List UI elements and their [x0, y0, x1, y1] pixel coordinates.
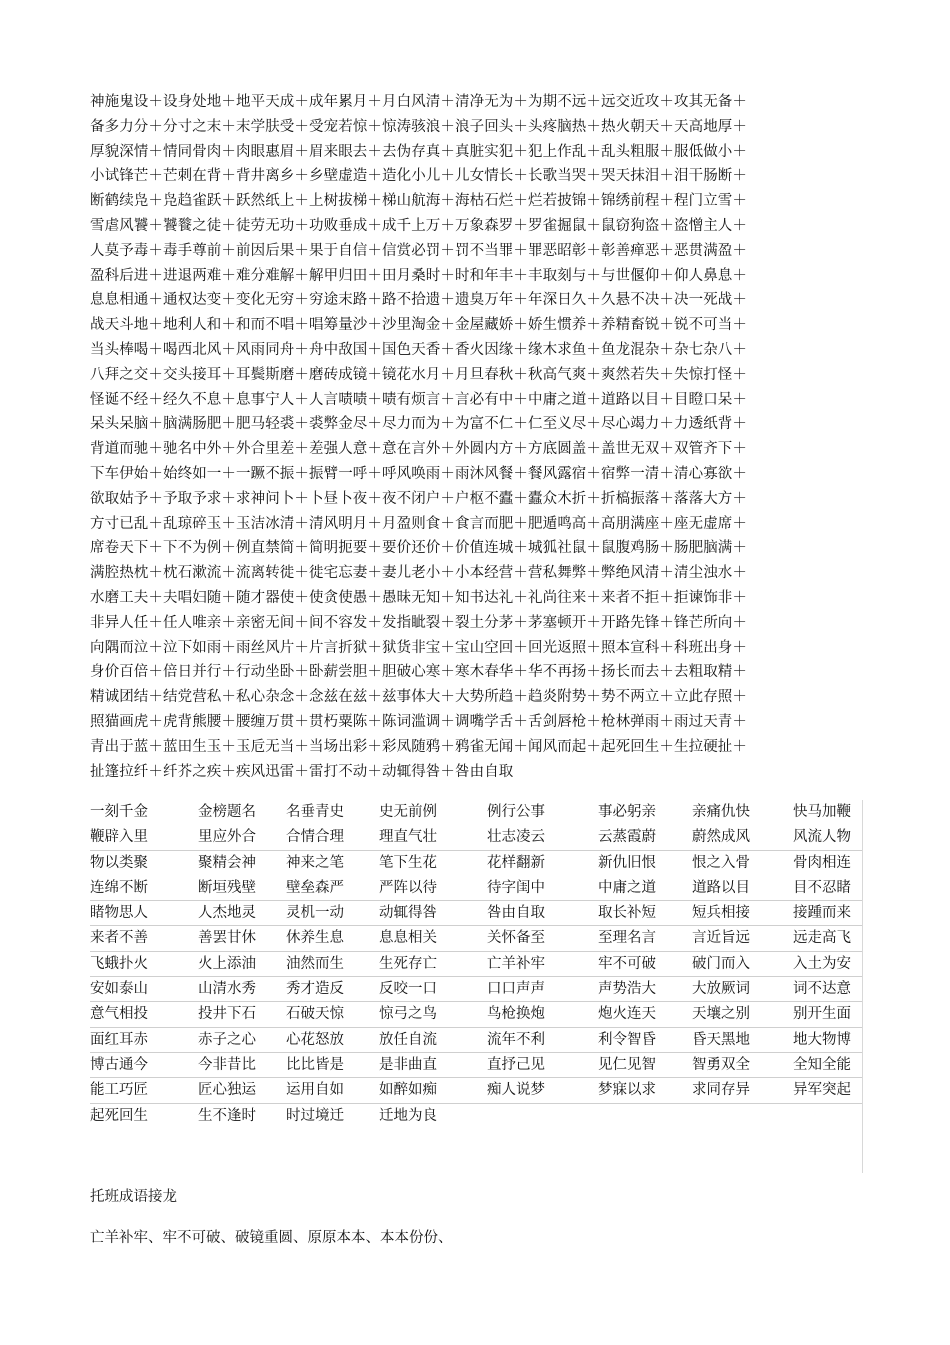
grid-cell: 灵机一动	[286, 905, 344, 922]
grid-cell: 鸟枪换炮	[487, 1006, 545, 1023]
grid-cell: 里应外合	[198, 829, 256, 846]
grid-cell: 今非昔比	[198, 1056, 256, 1073]
grid-cell: 睹物思人	[90, 905, 148, 922]
chain-text: 亡羊补牢、牢不可破、破镜重圆、原原本本、本本份份、	[90, 1230, 453, 1246]
grid-cell: 迁地为良	[379, 1107, 437, 1124]
grid-cell: 至理名言	[598, 930, 656, 947]
paragraph-line: 八拜之交＋交头接耳＋耳鬓斯磨＋磨砖成镜＋镜花水月＋月旦春秋＋秋高气爽＋爽然若失＋失惊打怪＋	[90, 366, 747, 383]
grid-cell: 词不达意	[793, 981, 851, 998]
grid-cell: 入土为安	[793, 955, 851, 972]
grid-cell: 息息相关	[379, 930, 437, 947]
grid-row	[90, 926, 862, 951]
grid-cell: 远走高飞	[793, 930, 851, 947]
grid-cell: 面红耳赤	[90, 1031, 148, 1048]
grid-cell: 金榜题名	[198, 804, 256, 820]
grid-cell: 短兵相接	[692, 905, 750, 922]
paragraph-line: 扯篷拉纤＋纤芥之疾＋疾风迅雷＋雷打不动＋动辄得咎＋咎由自取	[90, 763, 514, 780]
grid-cell: 见仁见智	[598, 1056, 656, 1073]
grid-row	[90, 876, 862, 901]
paragraph-line: 下车伊始＋始终如一＋一蹶不振＋振臂一呼＋呼风唤雨＋雨沐风餐＋餐风露宿＋宿弊一清＋清心寡欲＋	[90, 465, 747, 482]
paragraph-line: 息息相通＋通权达变＋变化无穷＋穷途末路＋路不拾遗＋遗臭万年＋年深日久＋久悬不决＋决一死战＋	[90, 292, 747, 309]
paragraph-line: 盈科后进＋进退两难＋难分难解＋解甲归田＋田月桑时＋时和年丰＋丰取刻与＋与世偃仰＋仰人鼻息＋	[90, 267, 747, 284]
grid-cell: 声势浩大	[598, 981, 656, 998]
grid-cell: 痴人说梦	[487, 1082, 545, 1099]
grid-cell: 壮志凌云	[487, 829, 545, 846]
grid-cell: 放任自流	[379, 1031, 437, 1048]
grid-cell: 云蒸霞蔚	[598, 829, 656, 846]
paragraph-line: 备多力分＋分寸之末＋末学肤受＋受宠若惊＋惊涛骇浪＋浪子回头＋头疼脑热＋热火朝天＋天高地厚＋	[90, 118, 747, 135]
grid-cell: 安如泰山	[90, 981, 148, 998]
paragraph-line: 当头棒喝＋喝西北风＋风雨同舟＋舟中敌国＋国色天香＋香火因缘＋缘木求鱼＋鱼龙混杂＋杂七杂八＋	[90, 341, 747, 358]
paragraph-line: 小试锋芒＋芒刺在背＋背井离乡＋乡壁虚造＋造化小儿＋儿女情长＋长歌当哭＋哭天抹泪＋泪干肠断＋	[90, 168, 747, 185]
grid-cell: 博古通今	[90, 1056, 148, 1073]
grid-cell: 咎由自取	[487, 905, 545, 922]
grid-cell: 笔下生花	[379, 854, 437, 871]
grid-row	[90, 1053, 862, 1078]
grid-cell: 来者不善	[90, 930, 148, 947]
grid-cell: 目不忍睹	[793, 879, 851, 896]
paragraph-line: 方寸已乱＋乱琼碎玉＋玉洁冰清＋清风明月＋月盈则食＋食言而肥＋肥遁鸣高＋高朋满座＋座无虚席＋	[90, 515, 747, 532]
grid-row	[90, 1002, 862, 1027]
idiom-grid	[90, 800, 863, 1173]
paragraph-line: 精诚团结＋结党营私＋私心杂念＋念兹在兹＋兹事体大＋大势所趋＋趋炎附势＋势不两立＋立此存照＋	[90, 689, 747, 706]
grid-cell: 合情合理	[286, 829, 344, 846]
grid-cell: 花样翻新	[487, 854, 545, 871]
grid-cell: 昏天黑地	[692, 1031, 750, 1048]
grid-cell: 断垣残壁	[198, 879, 256, 896]
section-heading: 托班成语接龙	[90, 1189, 177, 1205]
grid-cell: 接踵而来	[793, 905, 851, 922]
grid-cell: 史无前例	[379, 804, 437, 820]
grid-cell: 亡羊补牢	[487, 955, 545, 972]
paragraph-line: 厚貌深情＋情同骨肉＋肉眼惠眉＋眉来眼去＋去伪存真＋真脏实犯＋犯上作乱＋乱头粗服＋服低做小＋	[90, 143, 747, 160]
grid-cell: 关怀备至	[487, 930, 545, 947]
grid-cell: 是非曲直	[379, 1056, 437, 1073]
paragraph-line: 水磨工夫＋夫唱妇随＋随才器使＋使贪使愚＋愚昧无知＋知书达礼＋礼尚往来＋来者不拒＋拒谏饰非＋	[90, 589, 747, 606]
grid-cell: 取长补短	[598, 905, 656, 922]
grid-cell: 梦寐以求	[598, 1082, 656, 1099]
grid-cell: 动辄得咎	[379, 905, 437, 922]
grid-cell: 投井下石	[198, 1006, 256, 1023]
paragraph-line: 席卷天下＋下不为例＋例直禁简＋简明扼要＋要价还价＋价值连城＋城狐社鼠＋鼠腹鸡肠＋肠肥脑满＋	[90, 540, 747, 557]
grid-cell: 蔚然成风	[692, 829, 750, 846]
grid-cell: 言近旨远	[692, 930, 750, 947]
paragraph-line: 怪诞不经＋经久不息＋息事宁人＋人言啧啧＋啧有烦言＋言必有中＋中庸之道＋道路以目＋目瞪口呆＋	[90, 391, 747, 408]
paragraph-line: 照猫画虎＋虎背熊腰＋腰缠万贯＋贯朽粟陈＋陈词滥调＋调嘴学舌＋舌剑唇枪＋枪林弹雨＋雨过天青＋	[90, 713, 747, 730]
paragraph-line: 呆头呆脑＋脑满肠肥＋肥马轻裘＋裘弊金尽＋尽力而为＋为富不仁＋仁至义尽＋尽心竭力＋力透纸背＋	[90, 416, 747, 433]
grid-cell: 事必躬亲	[598, 804, 656, 820]
grid-cell: 人杰地灵	[198, 905, 256, 922]
grid-cell: 天壤之别	[692, 1006, 750, 1023]
grid-cell: 名垂青史	[286, 804, 344, 820]
grid-cell: 赤子之心	[198, 1031, 256, 1048]
grid-cell: 道路以目	[692, 879, 750, 896]
grid-cell: 亲痛仇快	[692, 804, 750, 820]
paragraph-line: 满腔热枕＋枕石漱流＋流离转徙＋徙宅忘妻＋妻儿老小＋小本经营＋营私舞弊＋弊绝风清＋清尘浊水＋	[90, 565, 747, 582]
grid-row	[90, 1028, 862, 1053]
grid-cell: 意气相投	[90, 1006, 148, 1023]
grid-cell: 直抒己见	[487, 1056, 545, 1073]
grid-cell: 聚精会神	[198, 854, 256, 871]
grid-cell: 石破天惊	[286, 1006, 344, 1023]
grid-row	[90, 825, 862, 850]
grid-cell: 反咬一口	[379, 981, 437, 998]
grid-cell: 运用自如	[286, 1082, 344, 1099]
grid-cell: 流年不利	[487, 1031, 545, 1048]
grid-cell: 神来之笔	[286, 854, 344, 871]
grid-cell: 惊弓之鸟	[379, 1006, 437, 1023]
grid-cell: 如醉如痴	[379, 1082, 437, 1099]
grid-cell: 新仇旧恨	[598, 854, 656, 871]
grid-cell: 火上添油	[198, 955, 256, 972]
grid-cell: 物以类聚	[90, 854, 148, 871]
paragraph-line: 背道而驰＋驰名中外＋外合里差＋差强人意＋意在言外＋外圆内方＋方底圆盖＋盖世无双＋双管齐下＋	[90, 441, 747, 458]
grid-cell: 休养生息	[286, 930, 344, 947]
grid-cell: 生不逢时	[198, 1107, 256, 1124]
grid-cell: 善罢甘休	[198, 930, 256, 947]
grid-row	[90, 851, 862, 876]
paragraph-line: 雪虐风饕＋饕餮之徒＋徒劳无功＋功败垂成＋成千上万＋万象森罗＋罗雀掘鼠＋鼠窃狗盗＋盗憎主人＋	[90, 217, 747, 234]
grid-cell: 时过境迁	[286, 1107, 344, 1124]
grid-cell: 利令智昏	[598, 1031, 656, 1048]
grid-cell: 壁垒森严	[286, 879, 344, 896]
grid-row	[90, 977, 862, 1002]
grid-cell: 能工巧匠	[90, 1082, 148, 1099]
grid-row	[90, 1078, 862, 1103]
grid-cell: 异军突起	[793, 1082, 851, 1099]
grid-cell: 山清水秀	[198, 981, 256, 998]
grid-cell: 恨之入骨	[692, 854, 750, 871]
paragraph-line: 战天斗地＋地利人和＋和而不唱＋唱筹量沙＋沙里淘金＋金屋藏娇＋娇生惯养＋养精畜锐＋锐不可当＋	[90, 317, 747, 334]
grid-cell: 匠心独运	[198, 1082, 256, 1099]
grid-cell: 心花怒放	[286, 1031, 344, 1048]
grid-cell: 智勇双全	[692, 1056, 750, 1073]
grid-cell: 大放厥词	[692, 981, 750, 998]
grid-cell: 口口声声	[487, 981, 545, 998]
grid-cell: 待字闺中	[487, 879, 545, 896]
grid-cell: 地大物博	[793, 1031, 851, 1048]
grid-cell: 起死回生	[90, 1107, 148, 1124]
grid-cell: 全知全能	[793, 1056, 851, 1073]
grid-cell: 别开生面	[793, 1006, 851, 1023]
paragraph-line: 向隅而泣＋泣下如雨＋雨丝风片＋片言折狱＋狱货非宝＋宝山空回＋回光返照＋照本宣科＋科班出身＋	[90, 639, 747, 656]
paragraph-line: 神施鬼设＋设身处地＋地平天成＋成年累月＋月白风清＋清净无为＋为期不远＋远交近攻＋攻其无备＋	[90, 94, 747, 110]
grid-cell: 牢不可破	[598, 955, 656, 972]
paragraph-line: 人莫予毒＋毒手尊前＋前因后果＋果于自信＋信赏必罚＋罚不当罪＋罪恶昭彰＋彰善瘅恶＋恶贯满盈＋	[90, 242, 747, 259]
grid-cell: 例行公事	[487, 804, 545, 820]
grid-cell: 风流人物	[793, 829, 851, 846]
grid-cell: 飞蛾扑火	[90, 955, 148, 972]
grid-cell: 快马加鞭	[793, 804, 851, 820]
grid-row	[90, 800, 862, 825]
paragraph-line: 身价百倍＋倍日并行＋行动坐卧＋卧薪尝胆＋胆破心寒＋寒木春华＋华不再扬＋扬长而去＋去粗取精＋	[90, 664, 747, 681]
grid-cell: 中庸之道	[598, 879, 656, 896]
grid-cell: 鞭辟入里	[90, 829, 148, 846]
grid-cell: 油然而生	[286, 955, 344, 972]
grid-row	[90, 952, 862, 977]
grid-row	[90, 1104, 862, 1129]
idiom-paragraph	[90, 90, 865, 784]
grid-cell: 连绵不断	[90, 879, 148, 896]
paragraph-line: 非异人任＋任人唯亲＋亲密无间＋间不容发＋发指眦裂＋裂土分茅＋茅塞顿开＋开路先锋＋锋芒所向＋	[90, 614, 747, 631]
grid-cell: 骨肉相连	[793, 854, 851, 871]
grid-row	[90, 901, 862, 926]
grid-cell: 严阵以待	[379, 879, 437, 896]
paragraph-line: 青出于蓝＋蓝田生玉＋玉卮无当＋当场出彩＋彩凤随鸦＋鸦雀无闻＋闻风而起＋起死回生＋生拉硬扯＋	[90, 738, 747, 755]
grid-cell: 比比皆是	[286, 1056, 344, 1073]
grid-cell: 破门而入	[692, 955, 750, 972]
grid-cell: 炮火连天	[598, 1006, 656, 1023]
grid-cell: 生死存亡	[379, 955, 437, 972]
paragraph-line: 欲取姑予＋予取予求＋求神问卜＋卜昼卜夜＋夜不闭户＋户枢不蠹＋蠹众木折＋折槁振落＋落落大方＋	[90, 490, 747, 507]
grid-cell: 理直气壮	[379, 829, 437, 846]
grid-cell: 求同存异	[692, 1082, 750, 1099]
grid-cell: 一刻千金	[90, 804, 148, 820]
grid-empty-area	[90, 1129, 862, 1173]
grid-cell: 秀才造反	[286, 981, 344, 998]
paragraph-line: 断鹤续凫＋凫趋雀跃＋跃然纸上＋上树拔梯＋梯山航海＋海枯石烂＋烂若披锦＋锦绣前程＋程门立雪＋	[90, 193, 747, 210]
